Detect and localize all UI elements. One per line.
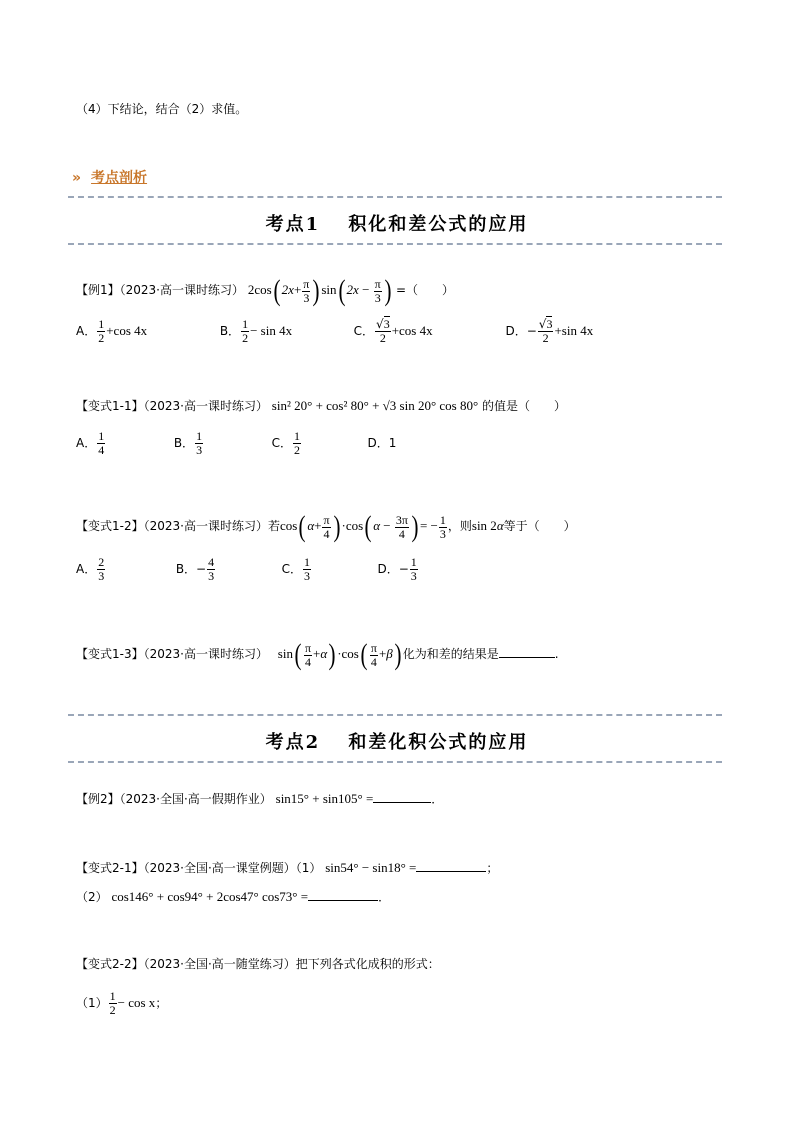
intro-line: （4）下结论，结合（2）求值。 bbox=[76, 102, 248, 116]
analysis-heading-label: 考点剖析 bbox=[91, 170, 148, 186]
variant-1-1-expr: sin² 20° + cos² 80° + √3 sin 20° cos 80° bbox=[271, 398, 479, 413]
option-a: A． $\frac{1}{2}$ +cos 4x bbox=[76, 317, 148, 345]
section2-title: 考点2 和差化积公式的应用 bbox=[265, 732, 529, 753]
example-1-expr: 2cos( 2x+ $\frac{\pi}{3}$ ) sin( 2x − $\frac{\pi}{3}$ ) bbox=[247, 274, 392, 307]
example-1 bbox=[76, 276, 454, 306]
variant-1-3: 【变式1-3】（2023·高一课时练习） sin( $\frac{\pi}{4}$ +α) ·cos( $\frac{\pi}{4}$ +β) 化为和差的结果是 . bbox=[76, 638, 559, 671]
variant-1-3-label: 【变式1-3】（2023·高一课时练习） bbox=[76, 646, 268, 661]
answer-blank[interactable] bbox=[308, 888, 378, 901]
example-2-expr: sin15° + sin105° = bbox=[275, 791, 374, 806]
variant-1-2-options bbox=[76, 556, 419, 583]
answer-blank[interactable] bbox=[499, 645, 555, 658]
variant-2-1-expr1: sin54° − sin18° = bbox=[325, 860, 417, 875]
option-d: D．− $\frac{1}{3}$ bbox=[377, 555, 417, 583]
option-c: C． $\frac{1}{3}$ bbox=[281, 555, 311, 583]
double-chevron-icon: » bbox=[72, 170, 82, 186]
variant-1-2-label: 【变式1-2】（2023·高一课时练习）若 bbox=[76, 518, 280, 533]
option-a: A． $\frac{1}{4}$ bbox=[76, 429, 105, 457]
variant-2-1-label: 【变式2-1】（2023·全国·高一课堂例题）（1） bbox=[76, 861, 322, 875]
section1-title: 考点1 积化和差公式的应用 bbox=[265, 214, 529, 235]
option-c: C． $\frac{1}{2}$ bbox=[271, 429, 301, 457]
variant-1-1-label: 【变式1-1】（2023·高一课时练习） bbox=[76, 399, 268, 413]
variant-2-1-part2: （2） cos146° + cos94° + 2cos47° cos73° = ． bbox=[76, 889, 391, 904]
example-1-options bbox=[76, 318, 593, 345]
variant-2-2-part1: （1） $\frac{1}{2}$ − cos x； bbox=[76, 989, 168, 1017]
variant-1-1 bbox=[76, 398, 566, 414]
option-d: D．− $\frac{√3}{2}$ +sin 4x bbox=[505, 317, 594, 345]
option-a: A． $\frac{2}{3}$ bbox=[76, 555, 105, 583]
example-2: 【例2】（2023·全国·高一假期作业） sin15° + sin105° = ． bbox=[76, 791, 444, 806]
example-1-tail: =（ ） bbox=[395, 282, 455, 297]
option-c: C． $\frac{√3}{2}$ +cos 4x bbox=[353, 317, 433, 345]
variant-1-3-expr: sin( $\frac{\pi}{4}$ +α) ·cos( $\frac{\pi}{4}$ +β) bbox=[277, 638, 402, 671]
section-divider bbox=[68, 196, 722, 198]
variant-2-1-expr2: cos146° + cos94° + 2cos47° cos73° = bbox=[111, 889, 309, 904]
option-b: B．− $\frac{4}{3}$ bbox=[175, 555, 215, 583]
option-d: D．1 bbox=[367, 436, 397, 450]
variant-1-1-tail: 的值是（ ） bbox=[482, 399, 567, 413]
example-1-label: 【例1】（2023·高一课时练习） bbox=[76, 282, 244, 297]
example-2-label: 【例2】（2023·全国·高一假期作业） bbox=[76, 792, 272, 806]
section-divider bbox=[68, 714, 722, 716]
answer-blank[interactable] bbox=[416, 859, 486, 872]
option-b: B． $\frac{1}{3}$ bbox=[173, 429, 203, 457]
section-divider bbox=[68, 243, 722, 245]
variant-1-2: 【变式1-2】（2023·高一课时练习）若cos( α+ $\frac{\pi}{4}$ ) ·cos( α − $\frac{3\pi}{4}$ ) = − $\frac{1}{3}$ ，则sin 2α等于（ ） bbox=[76, 510, 576, 543]
variant-2-1: 【变式2-1】（2023·全国·高一课堂例题）（1） sin54° − sin18° = ； bbox=[76, 860, 499, 875]
variant-2-2: 【变式2-2】（2023·全国·高一随堂练习）把下列各式化成积的形式： bbox=[76, 957, 440, 971]
analysis-heading bbox=[72, 167, 147, 187]
variant-1-2-expr: cos( α+ $\frac{\pi}{4}$ ) ·cos( α − $\frac{3\pi}{4}$ ) = − $\frac{1}{3}$ bbox=[279, 510, 446, 543]
option-b: B． $\frac{1}{2}$ − sin 4x bbox=[219, 317, 293, 345]
answer-blank[interactable] bbox=[373, 790, 431, 803]
section-divider bbox=[68, 761, 722, 763]
variant-1-1-options bbox=[76, 430, 396, 457]
